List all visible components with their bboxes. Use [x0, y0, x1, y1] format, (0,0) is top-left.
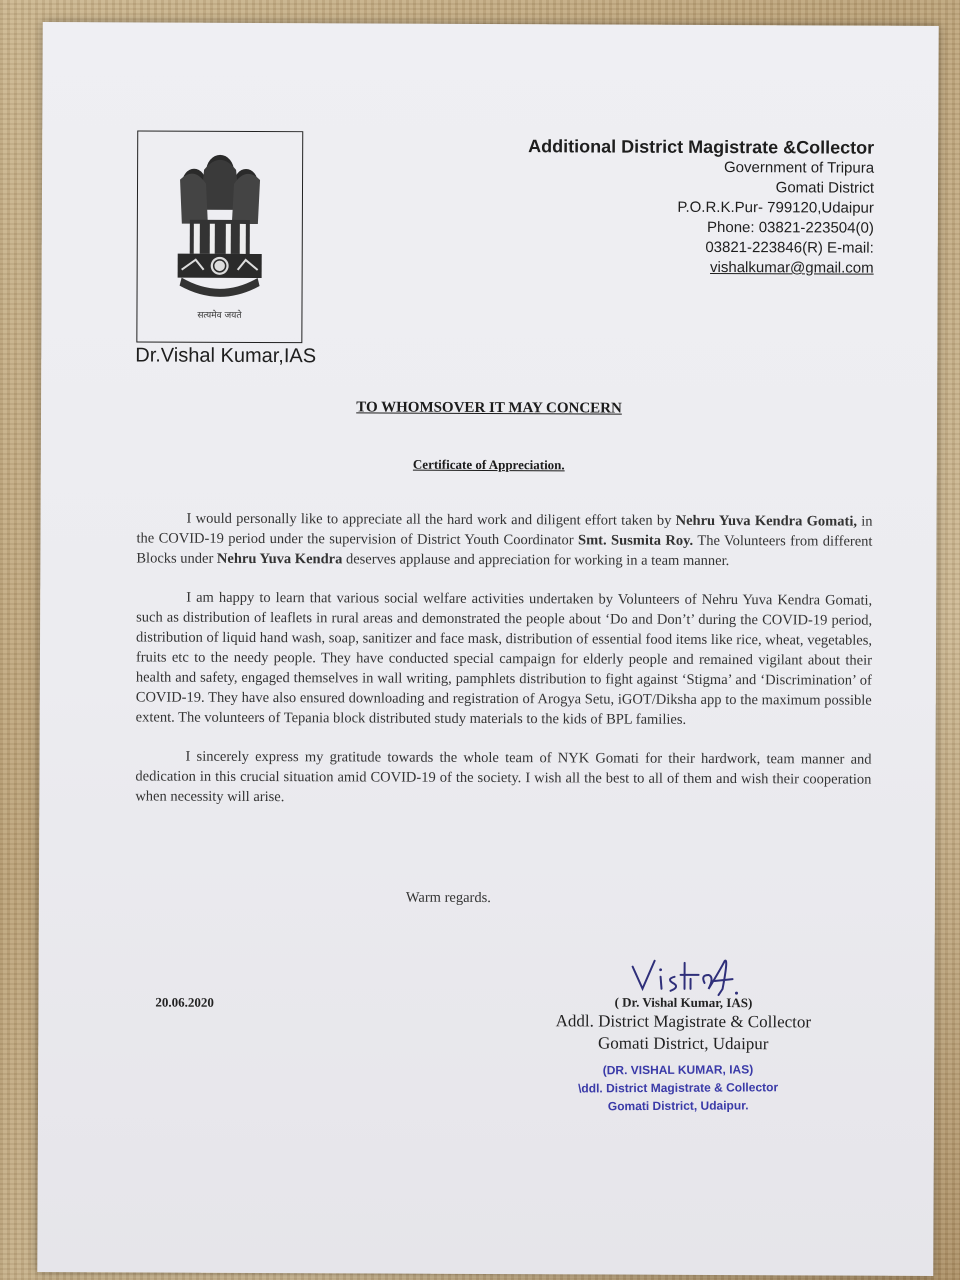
- stamp-name: (DR. VISHAL KUMAR, IAS): [602, 1062, 754, 1078]
- address-line-postal: P.O.R.K.Pur- 799120,Udaipur: [677, 198, 874, 217]
- national-emblem: [136, 130, 303, 343]
- address-line-phone-email-label: 03821-223846(R) E-mail:: [705, 238, 874, 257]
- official-stamp: [528, 1060, 828, 1116]
- address-line-district: Gomati District: [775, 179, 875, 197]
- letter-body: [135, 508, 872, 828]
- email-address: vishalkumar@gmail.com: [710, 258, 874, 277]
- p1-text-2: in the COVID-19 period under the supervision of District Youth Coordinator: [136, 513, 873, 549]
- stamp-designation: \ddl. District Magistrate & Collector: [578, 1080, 779, 1096]
- signatory-block: [478, 994, 888, 1056]
- signatory-designation: Addl. District Magistrate & Collector: [555, 1011, 812, 1032]
- stamp-location: Gomati District, Udaipur.: [607, 1098, 749, 1114]
- p1-bold-nyk: Nehru Yuva Kendra: [216, 550, 343, 568]
- signatory-name: ( Dr. Vishal Kumar, IAS): [614, 994, 753, 1011]
- paragraph-appreciation: [136, 508, 872, 571]
- concern-heading: TO WHOMSOVER IT MAY CONCERN: [356, 399, 622, 417]
- letter-date: 20.06.2020: [155, 994, 214, 1010]
- officer-name-heading: Dr.Vishal Kumar,IAS: [135, 344, 317, 368]
- paragraph-activities: I am happy to learn that various social welfare activities undertaken by Volunteers of Nehru Yuva Kendra Gomati, such as distribution of leaflets in rural areas and demonstrated the people about ‘Do and Don’t’ during the COVID-19 period, distribution of liquid hand wash, soap, sanitizer and face mask, distribution of essential food items like rice, wheat, vegetables, fruits etc to the needy people. They have conducted special campaign for elderly people and remained vigilant about their health and safety, engaged themselves in wall writing, pamphlets distribution to fight against ‘Stigma’ and ‘Discrimination’ of COVID-19. They have also ensured downloading and registration of Arogya Setu, iGOT/Diksha app to the maximum possible extent. The volunteers of Tepania block distributed study materials to the kids of BPL families.: [135, 589, 873, 728]
- p1-text-1: I would personally like to appreciate all the hard work and diligent effort taken by: [186, 510, 676, 529]
- lion-capital-icon: [159, 140, 280, 311]
- p1-bold-nyk-gomati: Nehru Yuva Kendra Gomati,: [675, 512, 858, 530]
- closing-salutation: Warm regards.: [405, 889, 491, 907]
- office-title: Additional District Magistrate &Collector: [528, 136, 875, 158]
- address-line-government: Government of Tripura: [723, 159, 875, 177]
- letter-page: [37, 22, 938, 1276]
- signatory-location: Gomati District, Udaipur: [598, 1033, 769, 1054]
- emblem-motto: सत्यमेव जयते: [197, 310, 242, 321]
- office-address-block: [528, 136, 875, 279]
- p1-text-3: The Volunteers from different Blocks under: [136, 532, 873, 567]
- p1-bold-coordinator: Smt. Susmita Roy.: [578, 532, 694, 549]
- address-line-phone: Phone: 03821-223504(0): [706, 218, 874, 237]
- paragraph-gratitude: I sincerely express my gratitude towards the whole team of NYK Gomati for their hardwork, team manner and dedication in this crucial situation amid COVID-19 of the society. I wish all the best to all of them and wish their cooperation when necessity will arise.: [135, 748, 872, 806]
- p1-text-4: deserves applause and appreciation for working in a team manner.: [342, 551, 730, 570]
- certificate-heading: Certificate of Appreciation.: [412, 456, 565, 473]
